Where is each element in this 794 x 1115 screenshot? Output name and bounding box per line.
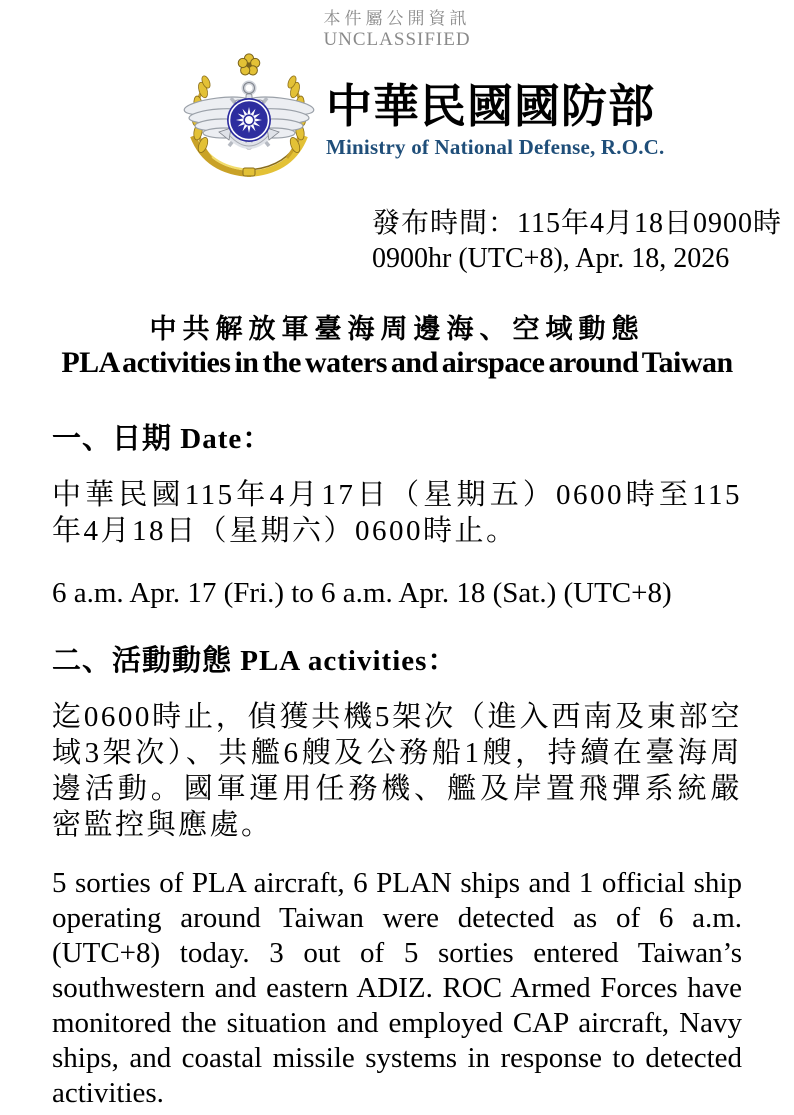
date-paragraph-en: 6 a.m. Apr. 17 (Fri.) to 6 a.m. Apr. 18 (Sat.) (UTC+8): [52, 577, 672, 609]
classification-text-zh: 本件屬公開資訊: [323, 9, 471, 28]
activities-paragraph-zh: 迄0600時止，偵獲共機5架次（進入西南及東部空域3架次）、共艦6艘及公務船1艘，持續在臺海周邊活動。國軍運用任務機、艦及岸置飛彈系統嚴密監控與應處。: [52, 701, 742, 841]
classification-banner: [0, 0, 794, 50]
document-body: [52, 416, 742, 1111]
section-heading-date: 一、日期 Date：: [52, 423, 273, 455]
release-time-zh: 發布時間：115年4月18日0900時: [372, 208, 782, 239]
org-title-block: [326, 52, 665, 160]
document-title-zh: 中共解放軍臺海周邊海、空域動態: [149, 314, 645, 344]
release-time-en: 0900hr (UTC+8), Apr. 18, 2026: [372, 243, 730, 274]
document-title: [0, 312, 794, 380]
release-time-block: [372, 206, 794, 276]
mnd-emblem-icon: [178, 52, 320, 180]
classification-text-en: UNCLASSIFIED: [323, 29, 471, 50]
mnd-header: [178, 52, 794, 180]
activities-paragraph-en: 5 sorties of PLA aircraft, 6 PLAN ships and 1 official ship operating around Taiwan were detected as of 6 a.m. (UTC+8) today. 3 out of 5 sorties entered Taiwan’s southwestern and eastern ADIZ. ROC Armed Forces have monitored the situation and employed CAP aircraft, Navy ships, and coastal missile systems in response to detected activities.: [52, 867, 742, 1109]
date-paragraph-zh: 中華民國115年4月17日（星期五）0600時至115年4月18日（星期六）0600時止。: [52, 479, 742, 547]
org-name-en: Ministry of National Defense, R.O.C.: [326, 135, 665, 159]
document-title-en: PLA activities in the waters and airspace around Taiwan: [61, 346, 733, 379]
section-heading-activities: 二、活動動態 PLA activities：: [52, 645, 458, 677]
org-name-zh: 中華民國國防部: [326, 81, 655, 132]
